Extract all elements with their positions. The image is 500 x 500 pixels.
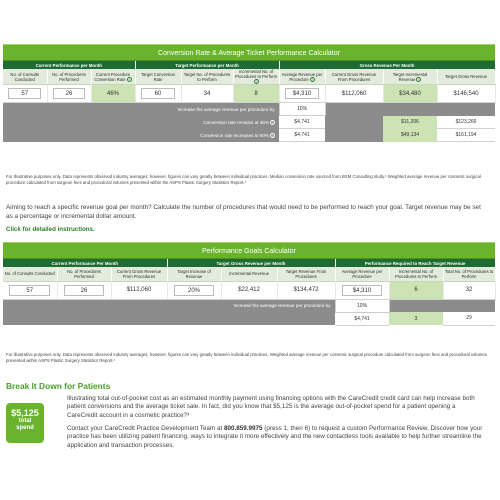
col-header: Total No. of Procedures to Perform [443, 267, 495, 281]
current-gross-value: $112,060 [325, 85, 383, 103]
badge-label: spend [16, 424, 34, 431]
badge-label: total [18, 418, 32, 424]
avg-revenue-input[interactable]: $4,310 [279, 85, 325, 103]
col-header: Target Revenue From Procedures [277, 267, 335, 281]
target-procedures-value: 34 [181, 85, 233, 103]
col-header: Average Revenue per Procedure i [279, 69, 325, 85]
scenario-label: Conversion rate remains at 46% i [3, 116, 279, 129]
goal-description: Aiming to reach a specific revenue goal per month? Calculate the number of procedures that would need to be performed to reach your goal. Target revenue may be set as a percentage or incremental dollar amount. [6, 204, 481, 220]
result-total: 29 [443, 312, 495, 325]
col-header: Target Conversion Rate [135, 69, 181, 85]
col-header: Incremental No. of Procedures to Performi [234, 69, 278, 85]
performance-goals-calculator [3, 242, 495, 326]
col-header: Target Increase of Revenue [167, 267, 221, 281]
phone-number[interactable]: 800.859.9975 [224, 425, 263, 432]
consults-input[interactable]: 57 [3, 281, 57, 299]
increase-input[interactable]: 10% [335, 299, 389, 312]
incremental-revenue-value: $22,412 [221, 281, 277, 299]
info-icon[interactable]: i [270, 120, 275, 125]
col-header: No. of Consults Conducted [3, 69, 47, 85]
col-header: No. of Procedures Performed [47, 69, 91, 85]
col-header: Incremental No. of Procedures to Perform [389, 267, 443, 281]
section-target: Target Performance per Month [135, 61, 279, 69]
col-header: Current Procedure Conversion Rate i [91, 69, 135, 85]
col-header: Target Gross Revenue [437, 69, 495, 85]
target-gross-value: $146,540 [437, 85, 495, 103]
increase-label: Increase the average revenue per procedure by [3, 299, 335, 312]
scenario-incremental: $49,134 [383, 129, 437, 142]
procedures-input[interactable]: 26 [57, 281, 111, 299]
current-gross-value: $112,060 [111, 281, 167, 299]
avg-revenue-input[interactable]: $4,310 [335, 281, 389, 299]
calculator-title: Performance Goals Calculator [3, 242, 495, 259]
scenario-gross: $161,194 [437, 129, 495, 142]
target-rate-input[interactable]: 60 [135, 85, 181, 103]
info-icon[interactable]: i [310, 77, 315, 82]
scenario-avg: $4,741 [279, 116, 325, 129]
result-avg: $4,741 [335, 312, 389, 325]
target-revenue-value: $134,472 [277, 281, 335, 299]
increase-input[interactable]: 10% [279, 103, 325, 116]
instructions-link[interactable]: Click for detailed instructions. [6, 226, 95, 233]
paragraph: Contact your CareCredit Practice Development Team at 800.859.9975 (press 1, then 6) to request a custom Performance Review. Discover how your practice has been utilizing patient financing, ways to integrate it more effectively and the new contactless tools available to help further streamline the application and transaction processes. [67, 425, 483, 449]
incremental-procedures-value: 6 [389, 281, 443, 299]
col-header: No. of Procedures Performed [57, 267, 111, 281]
procedures-input[interactable]: 26 [47, 85, 91, 103]
col-header: No. of Consults Conducted [3, 267, 57, 281]
calculator-title: Conversion Rate & Average Ticket Performance Calculator [3, 44, 495, 61]
col-header: Target No. of Procedures to Perform [181, 69, 233, 85]
col-header: Target Incremental Revenue i [383, 69, 437, 85]
consults-input[interactable]: 57 [3, 85, 47, 103]
conversion-calculator [3, 44, 495, 142]
badge-amount: $5,125 [11, 408, 39, 418]
spend-badge [6, 403, 44, 443]
target-increase-input[interactable]: 20% [167, 281, 221, 299]
result-incremental: 3 [389, 312, 443, 325]
section-target: Target Gross Revenue per Month [167, 259, 335, 267]
col-header: Average Revenue per Procedure [335, 267, 389, 281]
info-icon[interactable]: i [127, 77, 132, 82]
footnote: For illustrative purposes only. Data represents observed industry averages; however, figures can vary greatly between individual practices. Weighted average revenue per cosmetic surgical procedure calculated from surgeon fees and procedural volumes presented within ASPS Plastic Surgery Statistics Report.² [6, 352, 487, 363]
scenario-label: Conversion rate increases to 60% i [3, 129, 279, 142]
section-current: Current Performance Per Month [3, 259, 167, 267]
col-header: Current Gross Revenue From Procedures [111, 267, 167, 281]
increase-label: Increase the average revenue per procedure by [3, 103, 279, 116]
scenario-gross: $123,266 [437, 116, 495, 129]
incremental-revenue-value: $34,480 [383, 85, 437, 103]
scenario-avg: $4,741 [279, 129, 325, 142]
footnote: For illustrative purposes only. Data represents observed industry averages; however, figures can vary greatly between individual practices. Median conversion rate sourced from BSM Consulting study.¹ Weighted average revenue per cosmetic surgical procedure calculated from surgeon fees and procedural volumes presented within the ASPS Plastic Surgery Statistics Report.² [6, 174, 481, 185]
scenario-incremental: $11,206 [383, 116, 437, 129]
section-required: Performance Required to Reach Target Revenue [335, 259, 495, 267]
col-header: Incremental Revenue [221, 267, 277, 281]
section-title: Break It Down for Patients [6, 381, 111, 391]
col-header: Current Gross Revenue From Procedures [325, 69, 383, 85]
section-gross: Gross Revenue Per Month [279, 61, 495, 69]
incremental-procedures-value: 8 [233, 85, 279, 103]
info-icon[interactable]: i [270, 133, 275, 138]
info-icon[interactable]: i [416, 77, 421, 82]
paragraph: Illustrating total out-of-pocket cost as an estimated monthly payment using financing options with the CareCredit credit card can help increase both patient conversions and the average ticket sale. In fact, did you know that $5,125 is the average out-of-pocket spend for a patient opening a CareCredit account in a cosmetic practice?³ [67, 395, 475, 419]
section-current: Current Performance per Month [3, 61, 135, 69]
conversion-rate-value: 46% [91, 85, 135, 103]
total-procedures-value: 32 [443, 281, 495, 299]
info-icon[interactable]: i [254, 79, 259, 84]
